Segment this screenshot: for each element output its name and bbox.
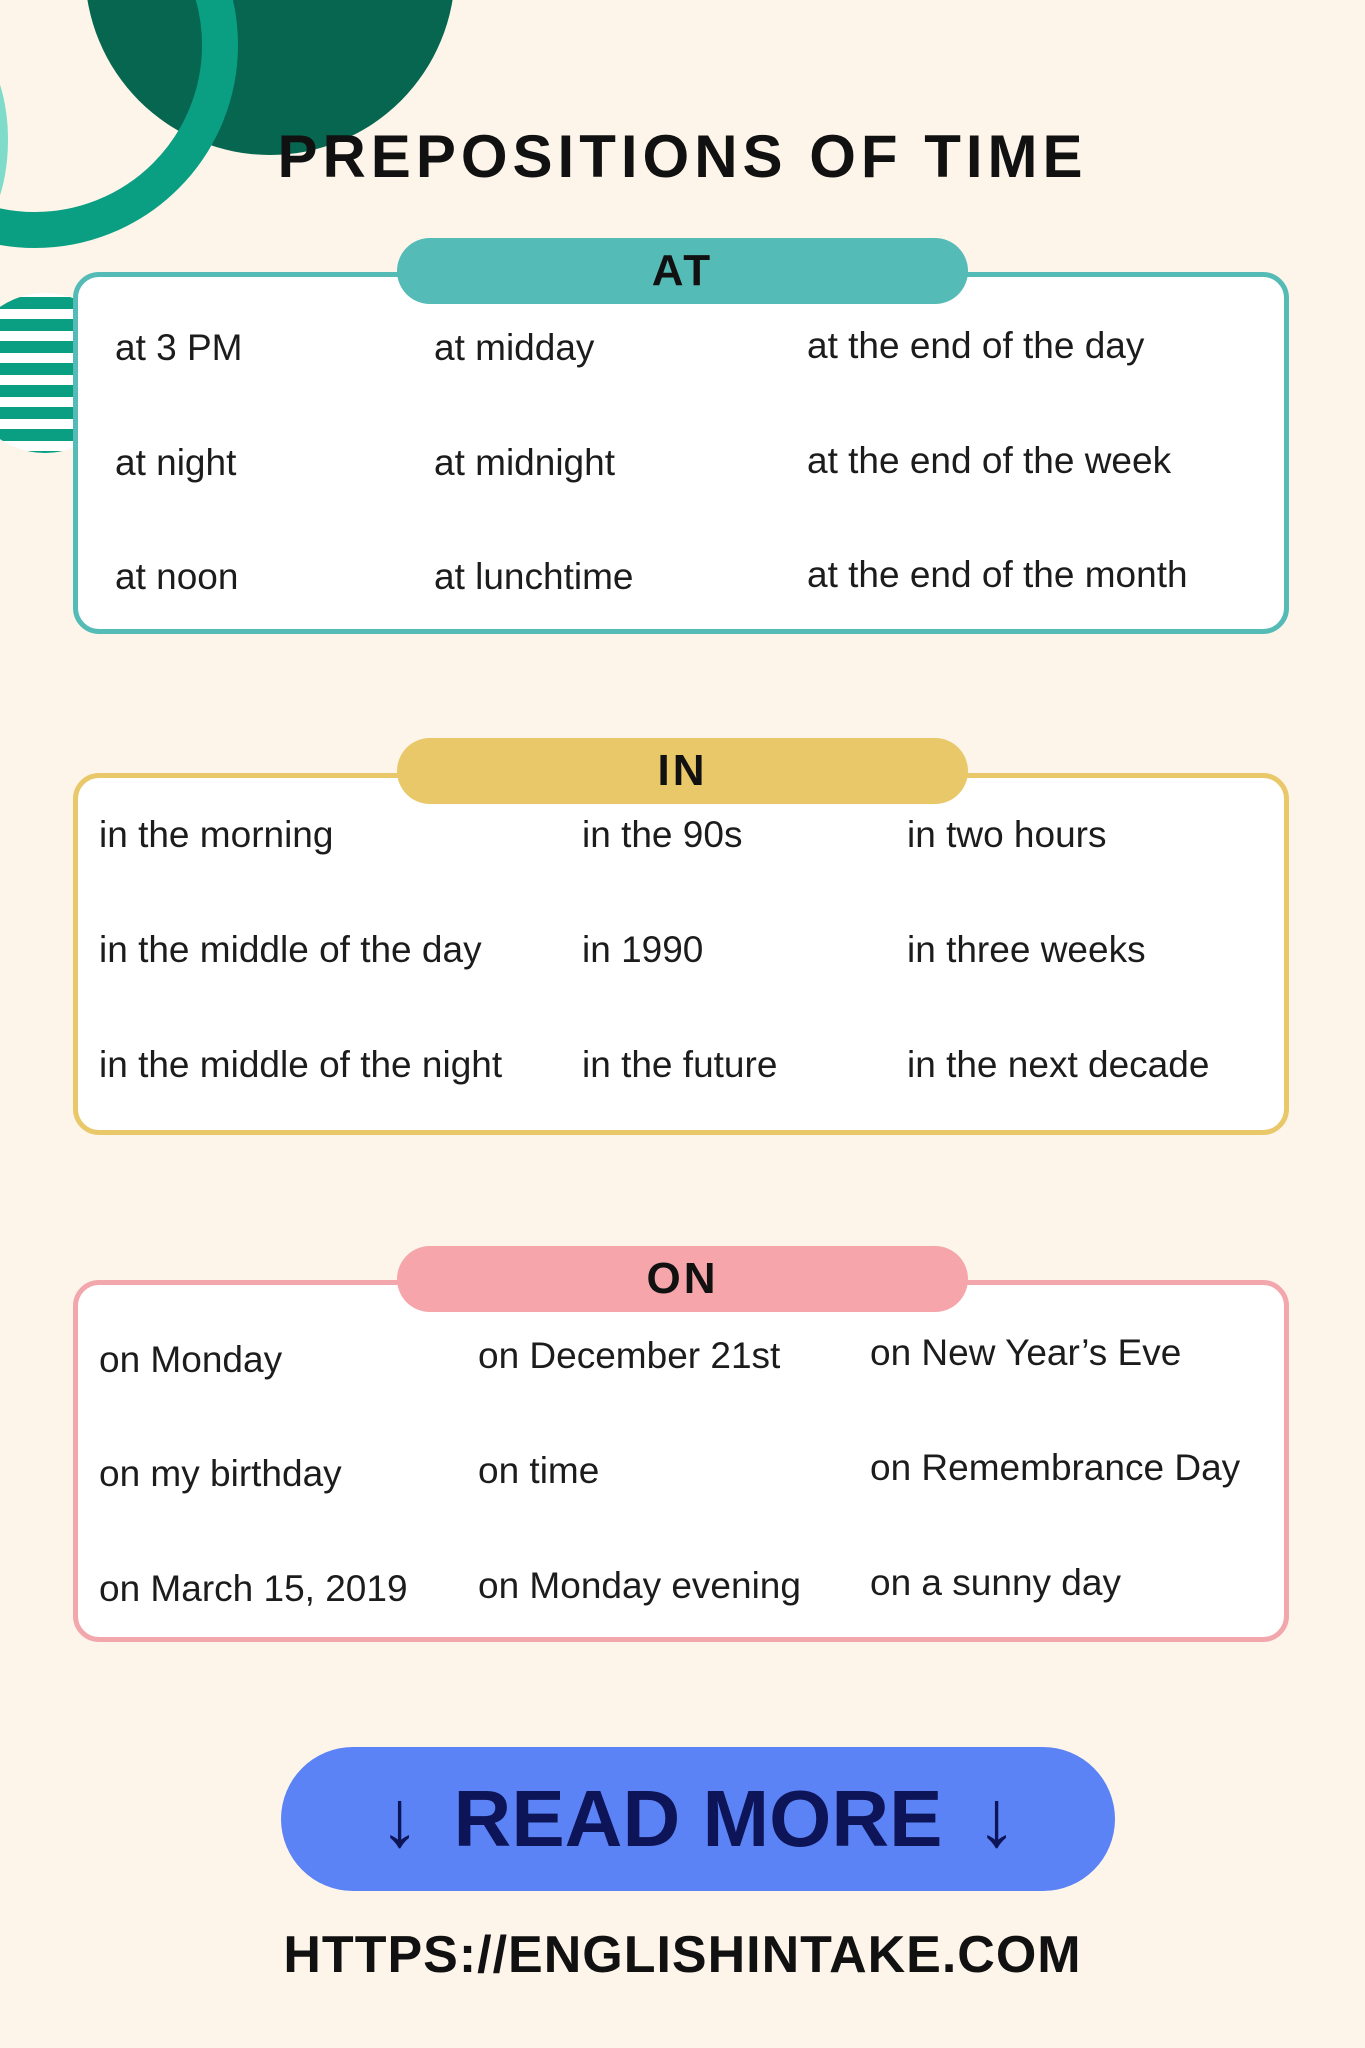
on-item: on Monday xyxy=(99,1339,283,1380)
on-item: on March 15, 2019 xyxy=(99,1568,408,1609)
in-item: in three weeks xyxy=(907,929,1146,970)
on-label: ON xyxy=(397,1246,968,1312)
arrow-down-icon: ↓ xyxy=(976,1774,1017,1863)
at-label: AT xyxy=(397,238,968,304)
in-item: in the middle of the day xyxy=(99,929,482,970)
on-item: on December 21st xyxy=(478,1335,781,1376)
in-item: in 1990 xyxy=(582,929,704,970)
on-item: on my birthday xyxy=(99,1453,342,1494)
at-item: at the end of the day xyxy=(807,325,1145,366)
website-link[interactable]: HTTPS://ENGLISHINTAKE.COM xyxy=(283,1926,1082,1984)
arrow-down-icon: ↓ xyxy=(379,1774,420,1863)
on-item: on time xyxy=(478,1450,600,1491)
at-item: at midnight xyxy=(434,442,615,483)
in-item: in the middle of the night xyxy=(99,1044,503,1085)
at-item: at lunchtime xyxy=(434,556,634,597)
in-item: in the morning xyxy=(99,814,334,855)
at-item: at night xyxy=(115,442,237,483)
page-title: PREPOSITIONS OF TIME xyxy=(277,123,1088,190)
in-item: in the 90s xyxy=(582,814,743,855)
at-item: at 3 PM xyxy=(115,327,243,368)
on-item: on Monday evening xyxy=(478,1565,801,1606)
at-item: at the end of the month xyxy=(807,554,1188,595)
at-item: at midday xyxy=(434,327,595,368)
in-item: in the future xyxy=(582,1044,778,1085)
at-item: at noon xyxy=(115,556,239,597)
on-item: on Remembrance Day xyxy=(870,1447,1241,1488)
at-item: at the end of the week xyxy=(807,440,1172,481)
read-more-label: READ MORE xyxy=(453,1774,943,1863)
on-item: on New Year’s Eve xyxy=(870,1332,1182,1373)
in-item: in the next decade xyxy=(907,1044,1210,1085)
read-more-button[interactable] xyxy=(281,1747,1115,1891)
on-item: on a sunny day xyxy=(870,1562,1121,1603)
in-item: in two hours xyxy=(907,814,1107,855)
in-label: IN xyxy=(397,738,968,804)
